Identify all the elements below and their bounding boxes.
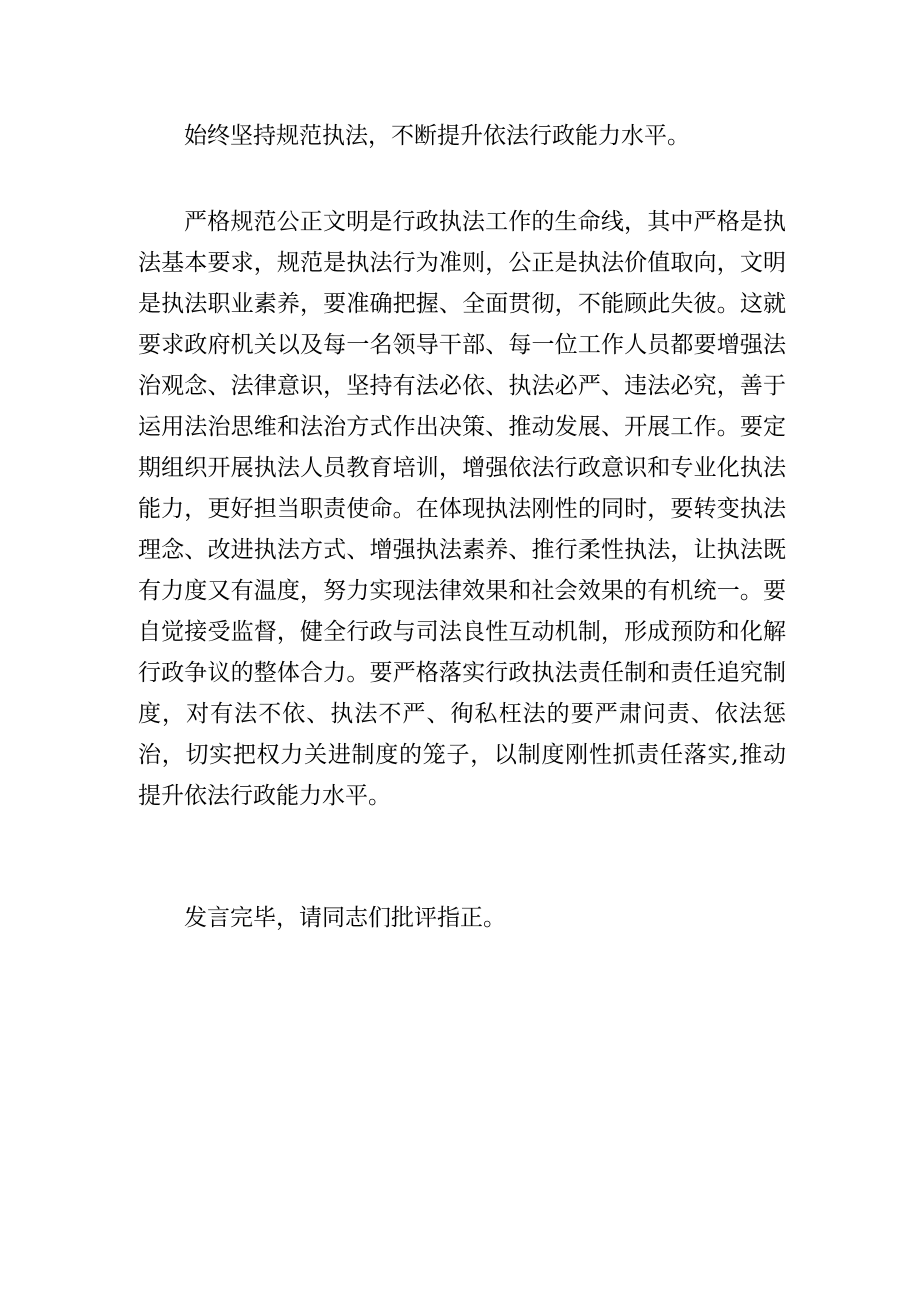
paragraph-closing: 发言完毕，请同志们批评指正。 <box>184 905 506 931</box>
paragraph-body: 严格规范公正文明是行政执法工作的生命线，其中严格是执法基本要求，规范是执法行为准则，公正是执法价值取向，文明是执法职业素养，要准确把握、全面贯彻，不能顾此失彼。这就要求政府机关以及每一名领导干部、每一位工作人员都要增强法治观念、法律意识，坚持有法必依、执法必严、违法必究，善于运用法治思维和法治方式作出决策、推动发展、开展工作。要定期组织开展执法人员教育培训，增强依法行政意识和专业化执法能力，更好担当职责使命。在体现执法刚性的同时，要转变执法理念、改进执法方式、增强执法素养、推行柔性执法，让执法既有力度又有温度，努力实现法律效果和社会效果的有机统一。要自觉接受监督，健全行政与司法良性互动机制，形成预防和化解行政争议的整体合力。要严格落实行政执法责任制和责任追究制度，对有法不依、执法不严、徇私枉法的要严肃问责、依法惩治，切实把权力关进制度的笼子，以制度刚性抓责任落实,推动提升依法行政能力水平。 <box>138 209 786 809</box>
paragraph-heading-point: 始终坚持规范执法，不断提升依法行政能力水平。 <box>184 123 690 149</box>
